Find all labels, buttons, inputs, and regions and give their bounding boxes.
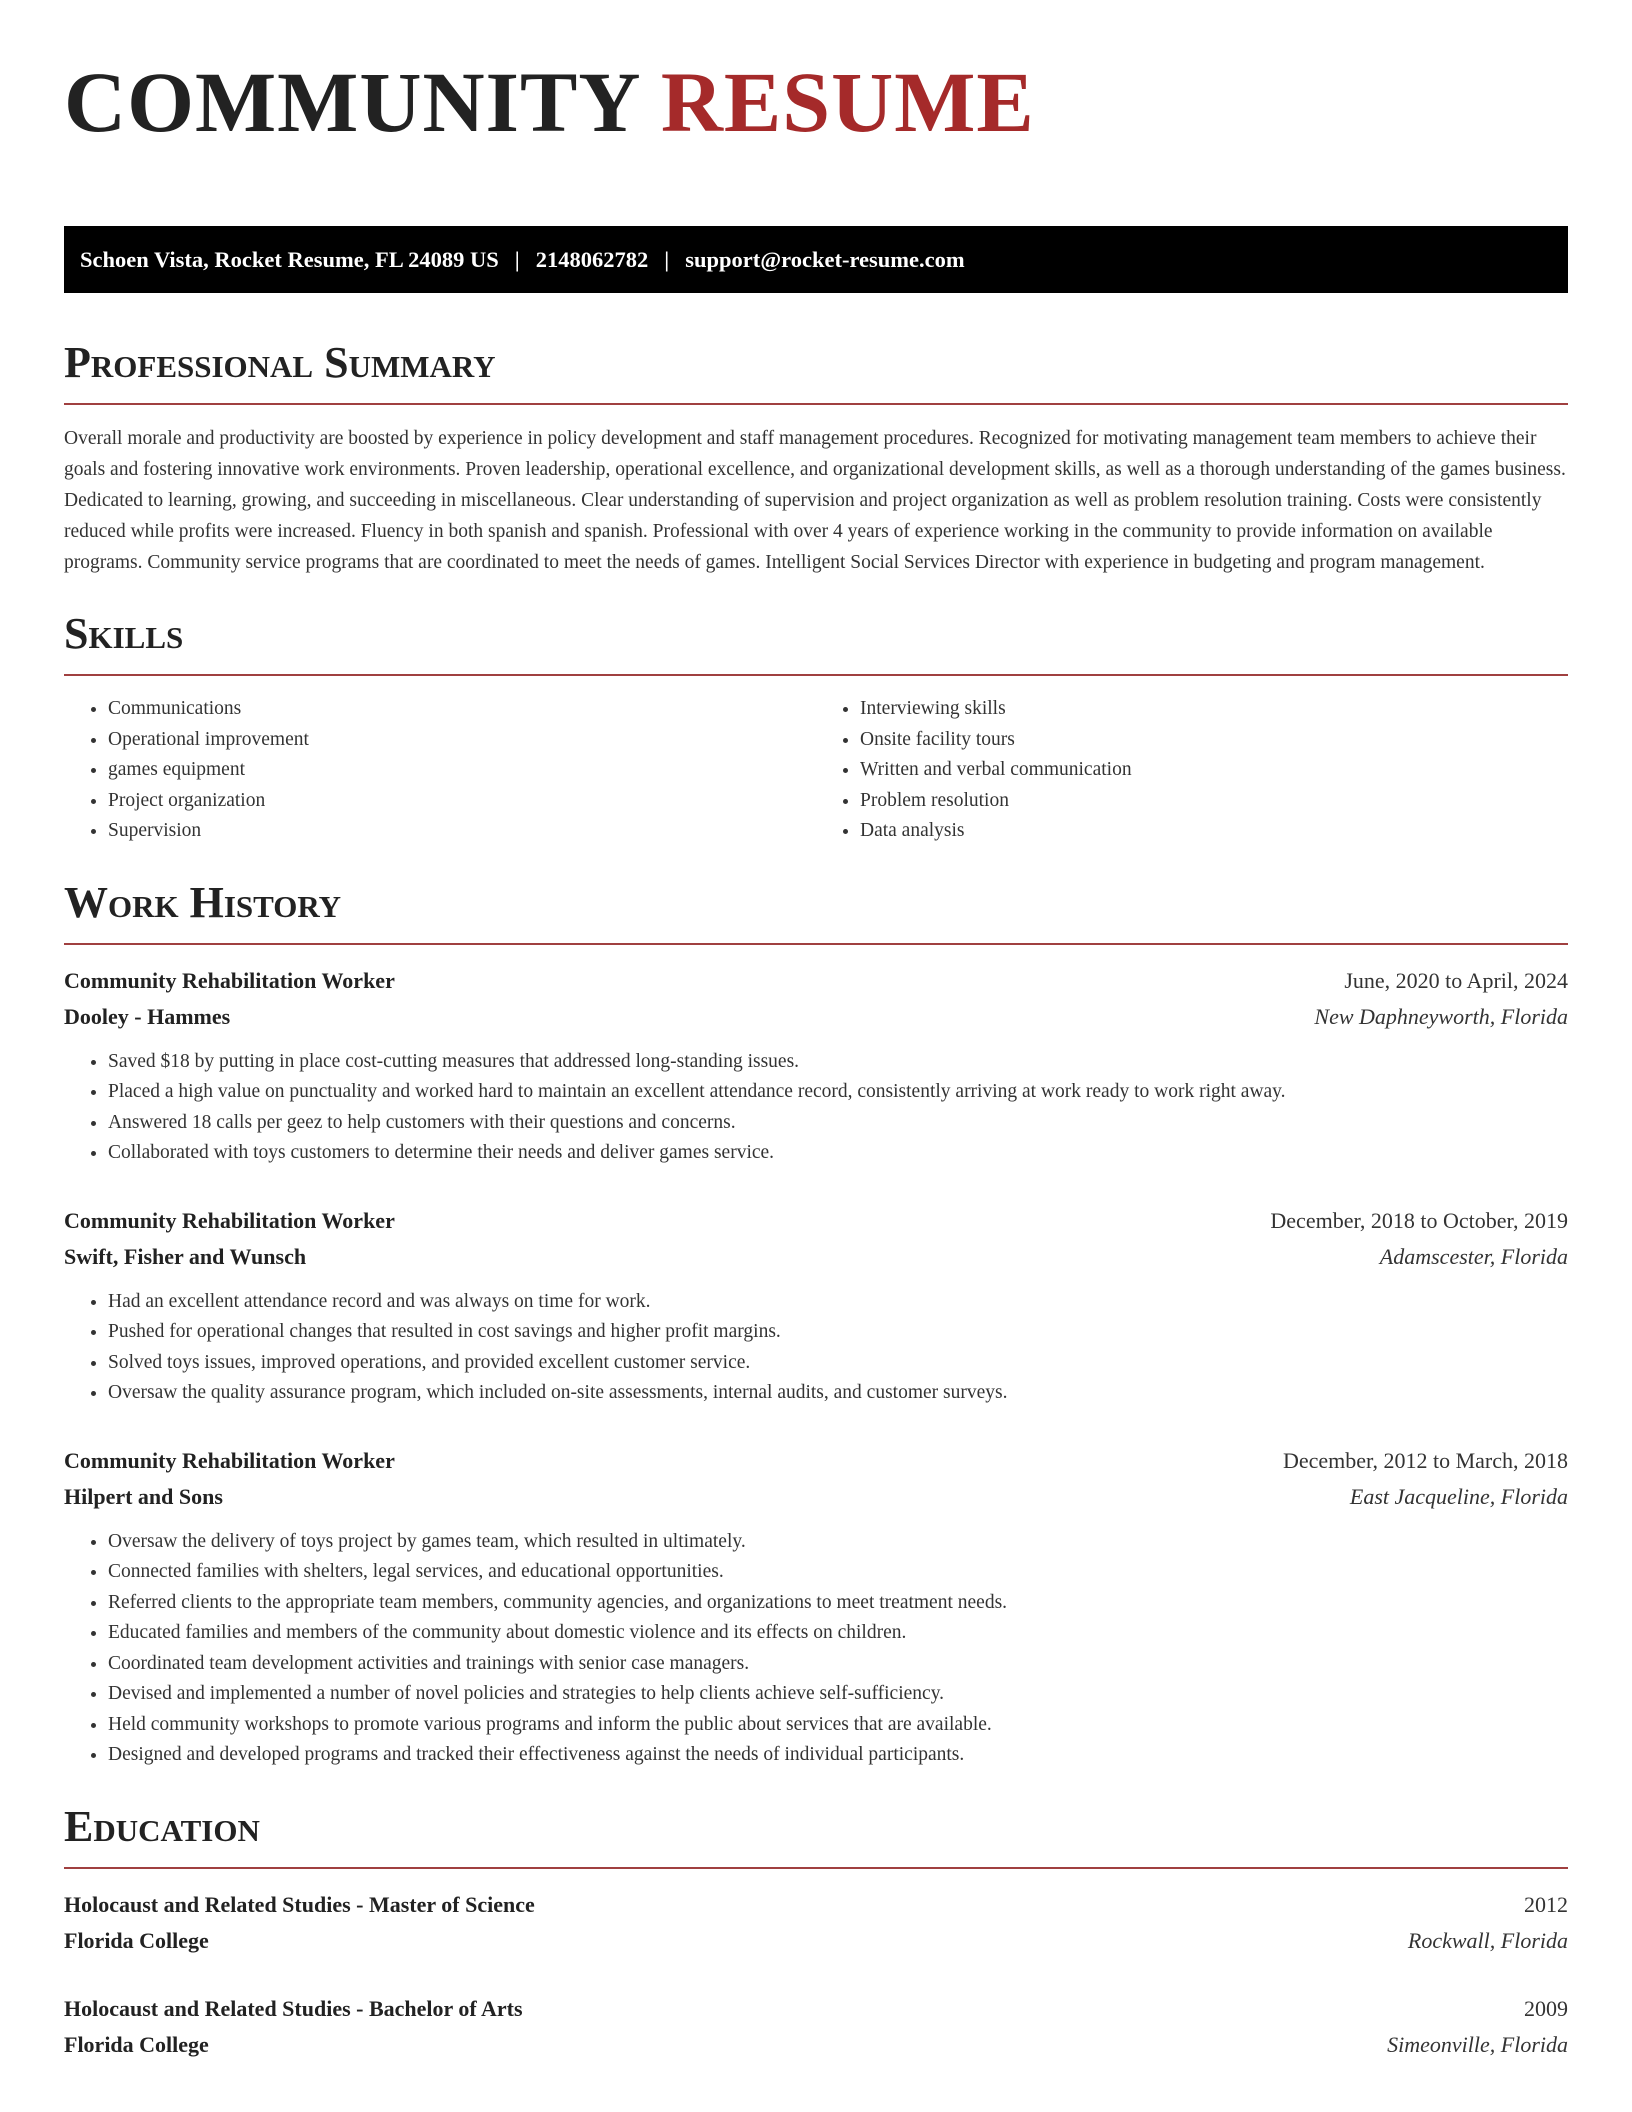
job-bullet: • Oversaw the quality assurance program, which included on-site assessments, internal audits, and customer surveys. [108, 1378, 1568, 1409]
resume-title [64, 52, 1568, 152]
job-bullet: • Designed and developed programs and tracked their effectiveness against the needs of individual participants. [108, 1740, 1568, 1771]
job-company: Dooley - Hammes [64, 1003, 231, 1029]
job-role: Community Rehabilitation Worker [64, 1207, 395, 1233]
job-bullet: • Answered 18 calls per geez to help customers with their questions and concerns. [108, 1108, 1568, 1139]
job-subheader [64, 999, 1568, 1035]
skill-item: • Problem resolution [860, 786, 1568, 817]
summary-text: Overall morale and productivity are boosted by experience in policy development and staff management procedures. Recognized for motivating management team members to achieve their goals and fostering innovative work environments. Proven leadership, operational excellence, and organizational development skills, as well as a thorough understanding of the games business. Dedicated to learning, growing, and succeeding in miscellaneous. Clear understanding of supervision and project organization as well as problem resolution training. Costs were consistently reduced while profits were increased. Fluency in both spanish and spanish. Professional with over 4 years of experience working in the community to provide information on available programs. Community service programs that are coordinated to meet the needs of games. Intelligent Social Services Director with experience in budgeting and program management. [64, 428, 1566, 573]
education-location: Rockwall, Florida [1407, 1927, 1568, 1953]
job-subheader [64, 1479, 1568, 1515]
skill-item: • Supervision [108, 816, 816, 847]
education-entry [64, 1991, 1568, 2063]
job-bullet: • Solved toys issues, improved operations, and provided excellent customer service. [108, 1348, 1568, 1379]
skill-item: • Project organization [108, 786, 816, 817]
summary-section [64, 337, 1568, 578]
skill-item: • Operational improvement [108, 725, 816, 756]
contact-phone[interactable]: 2148062782 [535, 246, 649, 272]
education-header [64, 1887, 1568, 1923]
job-bullet: • Had an excellent attendance record and was always on time for work. [108, 1287, 1568, 1318]
job-company: Swift, Fisher and Wunsch [64, 1243, 307, 1269]
skill-item: • games equipment [108, 755, 816, 786]
section-divider [64, 674, 1568, 676]
section-divider [64, 943, 1568, 945]
education-degree: Holocaust and Related Studies - Master of Science [64, 1891, 535, 1917]
section-title-skills: Skills [64, 609, 184, 658]
section-title-summary: Professional Summary [64, 338, 496, 387]
job-bullets [64, 1047, 1568, 1169]
job-header [64, 963, 1568, 999]
job-location: New Daphneyworth, Florida [1314, 1003, 1568, 1029]
job-bullets [64, 1527, 1568, 1771]
contact-address: Schoen Vista, Rocket Resume, FL 24089 US [80, 246, 499, 272]
section-divider [64, 1867, 1568, 1869]
contact-bar [64, 226, 1568, 293]
job-header [64, 1443, 1568, 1479]
education-year: 2012 [1524, 1891, 1568, 1917]
contact-separator: | [664, 246, 670, 272]
education-section [64, 1801, 1568, 2063]
job-bullet: • Connected families with shelters, legal services, and educational opportunities. [108, 1557, 1568, 1588]
title-main: COMMUNITY [64, 54, 639, 150]
job-bullet: • Pushed for operational changes that resulted in cost savings and higher profit margins. [108, 1317, 1568, 1348]
education-location: Simeonville, Florida [1387, 2031, 1568, 2057]
education-subheader [64, 2027, 1568, 2063]
skill-item: • Interviewing skills [860, 694, 1568, 725]
skill-item: • Onsite facility tours [860, 725, 1568, 756]
job-role: Community Rehabilitation Worker [64, 967, 395, 993]
skills-section [64, 608, 1568, 847]
job-subheader [64, 1239, 1568, 1275]
job-bullet: • Collaborated with toys customers to determine their needs and deliver games service. [108, 1138, 1568, 1169]
work-section [64, 877, 1568, 1771]
education-degree: Holocaust and Related Studies - Bachelor of Arts [64, 1995, 523, 2021]
skills-list-left [64, 694, 816, 847]
job-bullet: • Oversaw the delivery of toys project by games team, which resulted in ultimately. [108, 1527, 1568, 1558]
job-location: East Jacqueline, Florida [1349, 1483, 1568, 1509]
job-location: Adamscester, Florida [1379, 1243, 1568, 1269]
job-bullet: • Devised and implemented a number of novel policies and strategies to help clients achieve self-sufficiency. [108, 1679, 1568, 1710]
skill-item: • Data analysis [860, 816, 1568, 847]
job-dates: December, 2012 to March, 2018 [1282, 1447, 1568, 1473]
job-bullet: • Coordinated team development activities and trainings with senior case managers. [108, 1649, 1568, 1680]
section-title-education: Education [64, 1801, 260, 1851]
skill-item: • Communications [108, 694, 816, 725]
job-bullet: • Held community workshops to promote various programs and inform the public about services that are available. [108, 1710, 1568, 1741]
contact-separator: | [514, 246, 520, 272]
education-entry [64, 1887, 1568, 1959]
job-bullet: • Placed a high value on punctuality and worked hard to maintain an excellent attendance record, consistently arriving at work ready to work right away. [108, 1077, 1568, 1108]
education-subheader [64, 1923, 1568, 1959]
job-bullet: • Saved $18 by putting in place cost-cutting measures that addressed long-standing issues. [108, 1047, 1568, 1078]
education-school: Florida College [64, 2031, 209, 2057]
title-accent: RESUME [660, 54, 1035, 150]
job-entry [64, 1443, 1568, 1771]
skills-columns [64, 694, 1568, 847]
job-dates: June, 2020 to April, 2024 [1344, 967, 1568, 993]
job-header [64, 1203, 1568, 1239]
skills-list-right [816, 694, 1568, 847]
job-dates: December, 2018 to October, 2019 [1270, 1207, 1568, 1233]
section-divider [64, 403, 1568, 405]
job-company: Hilpert and Sons [64, 1483, 223, 1509]
job-entry [64, 1203, 1568, 1409]
section-title-work: Work History [64, 877, 342, 927]
education-school: Florida College [64, 1927, 209, 1953]
job-role: Community Rehabilitation Worker [64, 1447, 395, 1473]
contact-email[interactable]: support@rocket-resume.com [685, 246, 965, 272]
education-header [64, 1991, 1568, 2027]
skill-item: • Written and verbal communication [860, 755, 1568, 786]
education-year: 2009 [1524, 1995, 1568, 2021]
job-bullets [64, 1287, 1568, 1409]
job-entry [64, 963, 1568, 1169]
job-bullet: • Educated families and members of the community about domestic violence and its effects on children. [108, 1618, 1568, 1649]
job-bullet: • Referred clients to the appropriate team members, community agencies, and organizations to meet treatment needs. [108, 1588, 1568, 1619]
